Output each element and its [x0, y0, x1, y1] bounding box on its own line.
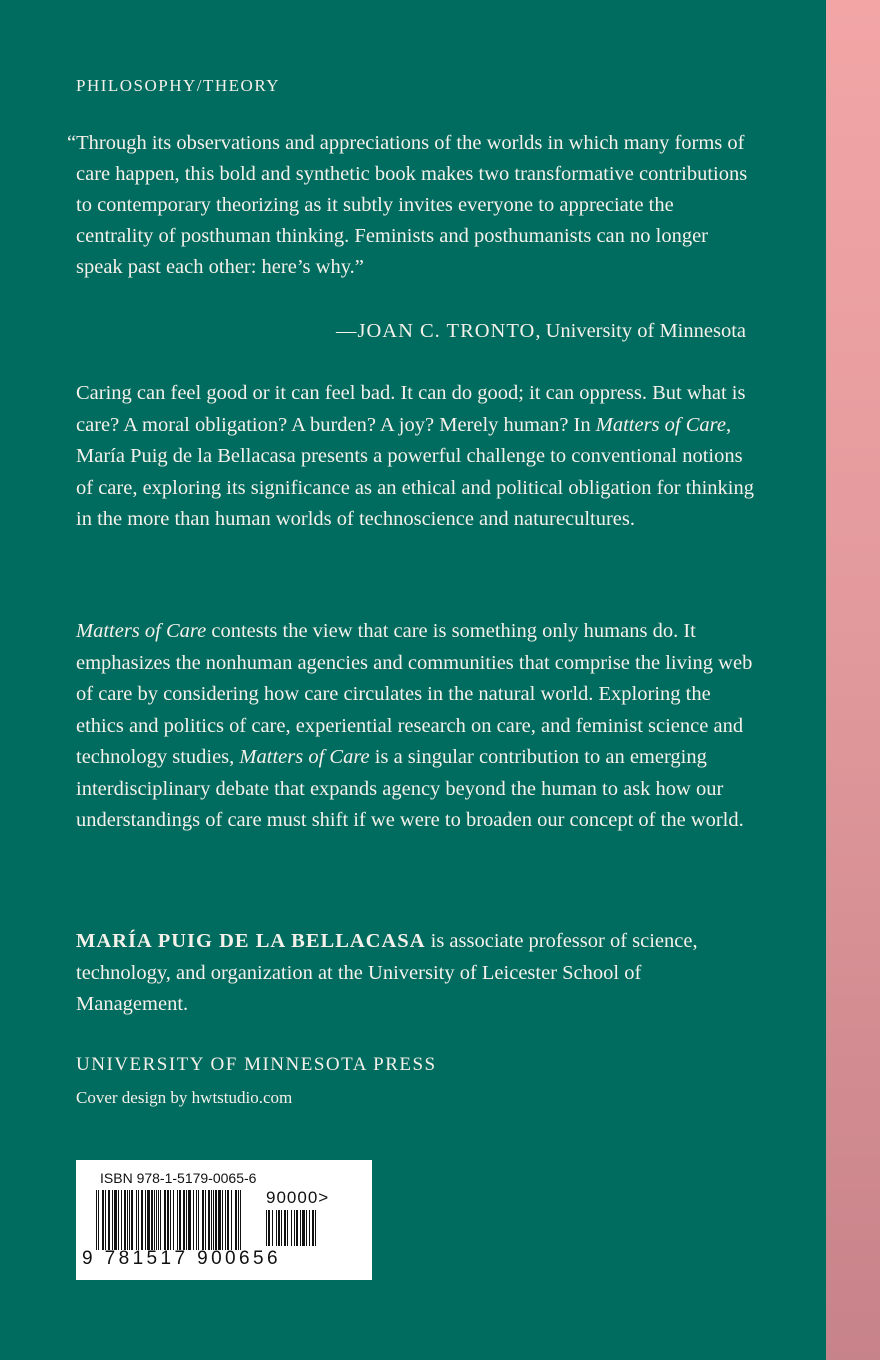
author-bio-text: is associate professor of science, technology, and organization at the University of Leicester School of Management.	[76, 930, 698, 1015]
barcode-panel	[76, 1160, 372, 1280]
para2-book-title-a: Matters of Care	[76, 620, 207, 642]
price-code: 90000>	[266, 1188, 330, 1207]
para2-text-a: contests the view that care is something only humans do. It emphasizes the nonhuman agencies and communities that comprise the living web of care by considering how care circulates in the natural world. Exploring the ethics and politics of care, experiential research on care, and feminist science and technology studies,	[76, 620, 753, 768]
quote-attribution	[76, 316, 746, 347]
barcode-digits: 9 781517 900656	[82, 1248, 281, 1269]
author-bio	[76, 926, 756, 1021]
barcode-bars	[96, 1190, 256, 1254]
para1-text-a: Caring can feel good or it can feel bad. It can do good; it can oppress. But what is care? A moral obligation? A burden? A joy? Merely human? In	[76, 382, 746, 436]
quote-text: “Through its observations and appreciations of the worlds in which many forms of care happen, this bold and synthetic book makes two transformative contributions to contemporary theorizing as it subtly invites everyone to appreciate the centrality of posthuman thinking. Feminists and posthumanists can no longer speak past each other: here’s why.”	[67, 132, 748, 278]
attribution-name: —JOAN C. TRONTO	[335, 320, 536, 342]
description-paragraph-2	[76, 616, 756, 837]
spine-edge	[826, 0, 880, 1360]
author-name: MARÍA PUIG DE LA BELLACASA	[76, 930, 426, 952]
description-paragraph-1	[76, 378, 756, 536]
category-label: PHILOSOPHY/THEORY	[76, 76, 281, 95]
attribution-affiliation: , University of Minnesota	[535, 320, 746, 342]
para2-text-b: is a singular contribution to an emerging interdisciplinary debate that expands agency beyond the human to ask how our understandings of care must shift if we were to broaden our concept of the world.	[76, 746, 744, 831]
cover-design-credit: Cover design by hwtstudio.com	[76, 1088, 293, 1107]
isbn-label: ISBN 978-1-5179-0065-6	[100, 1170, 257, 1186]
para1-text-b: , María Puig de la Bellacasa presents a powerful challenge to conventional notions of care, exploring its significance as an ethical and political obligation for thinking in the more than human worlds of technoscience and naturecultures.	[76, 413, 755, 530]
para2-book-title-b: Matters of Care	[239, 746, 370, 768]
addon-barcode-bars	[266, 1210, 338, 1248]
endorsement-quote	[67, 128, 748, 283]
publisher-name: UNIVERSITY OF MINNESOTA PRESS	[76, 1054, 437, 1075]
para1-book-title: Matters of Care	[595, 413, 726, 436]
